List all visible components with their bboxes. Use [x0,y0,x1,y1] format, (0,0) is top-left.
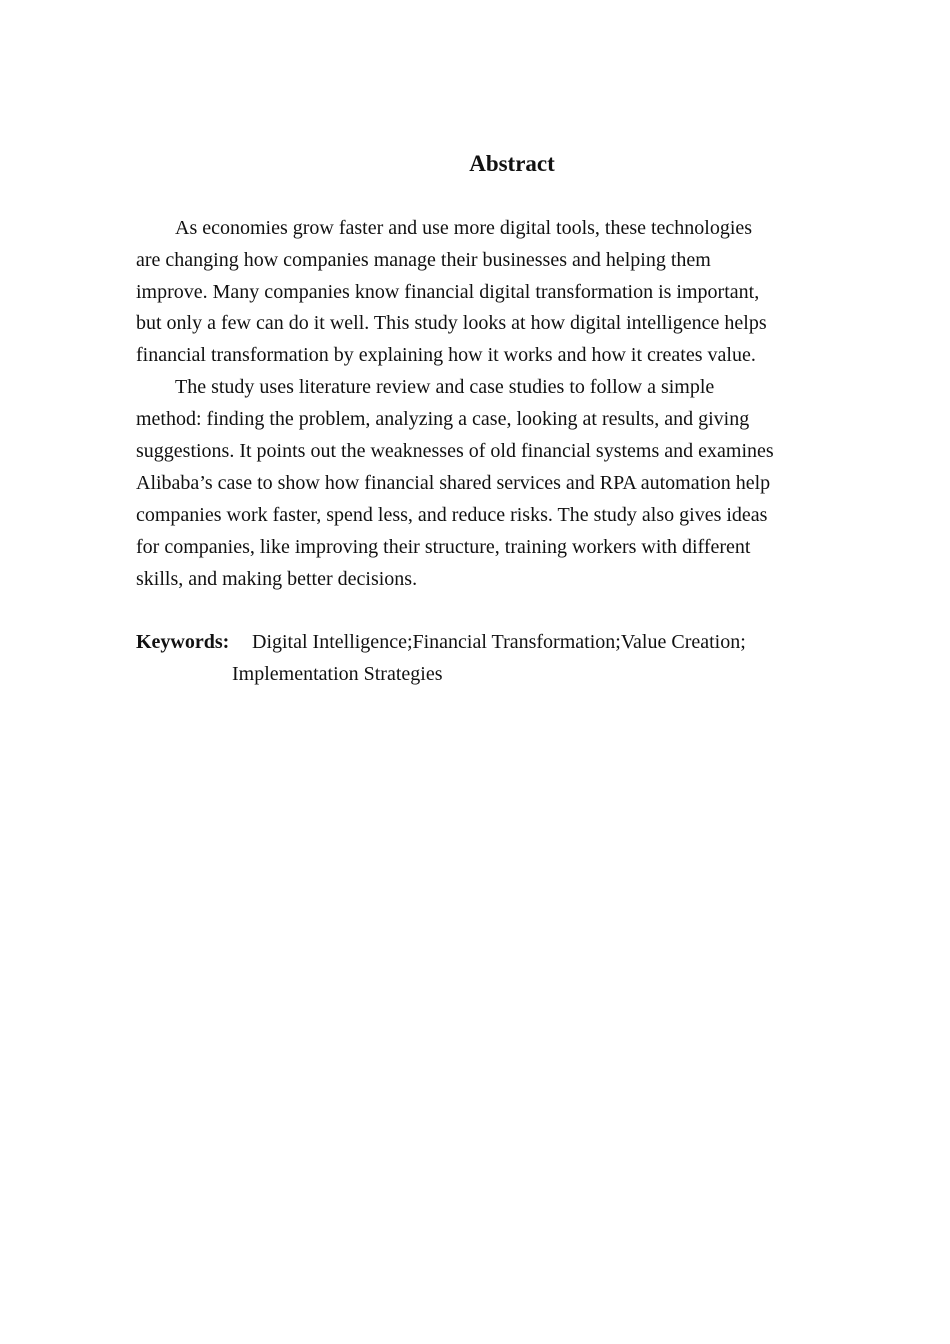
keywords-line-1: Digital Intelligence;Financial Transformation;Value Creation; [252,631,746,653]
keywords-label: Keywords: [136,631,230,653]
keywords-line-2: Implementation Strategies [232,663,443,685]
abstract-title: Abstract [469,151,555,176]
text-line: but only a few can do it well. This study looks at how digital intelligence helps [136,312,767,334]
text-line: method: finding the problem, analyzing a case, looking at results, and giving [136,408,750,430]
text-line: are changing how companies manage their businesses and helping them [136,249,711,271]
text-line: As economies grow faster and use more digital tools, these technologies [175,217,753,239]
text-line: financial transformation by explaining how it works and how it creates value. [136,344,756,366]
text-line: improve. Many companies know financial digital transformation is important, [136,281,760,303]
text-line: skills, and making better decisions. [136,568,418,590]
text-line: Alibaba’s case to show how financial shared services and RPA automation help [136,472,771,494]
text-line: suggestions. It points out the weaknesses of old financial systems and examines [136,440,774,462]
text-line: The study uses literature review and case studies to follow a simple [175,376,715,398]
text-line: for companies, like improving their structure, training workers with different [136,536,751,558]
text-line: companies work faster, spend less, and reduce risks. The study also gives ideas [136,504,768,526]
